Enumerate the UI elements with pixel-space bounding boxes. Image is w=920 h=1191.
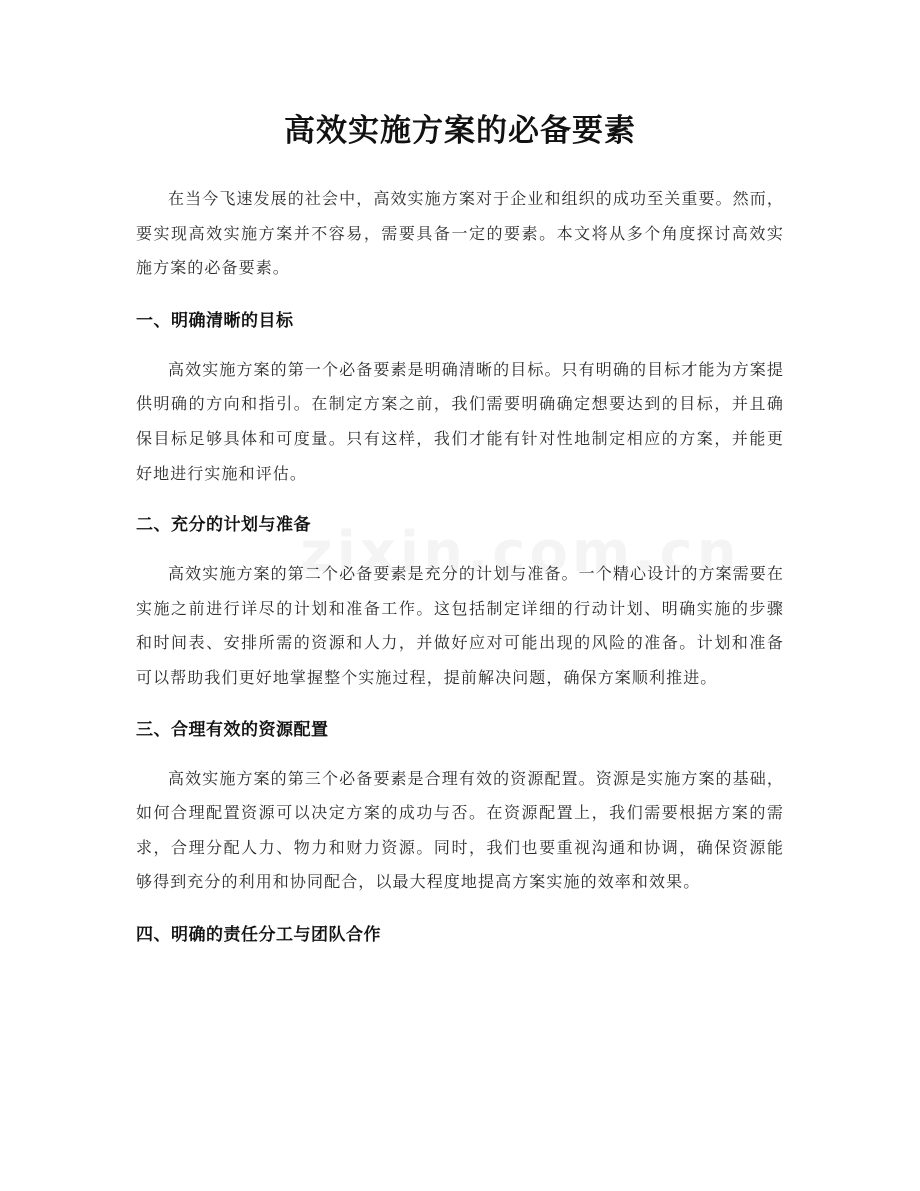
intro-paragraph: 在当今飞速发展的社会中，高效实施方案对于企业和组织的成功至关重要。然而，要实现高效实施方案并不容易，需要具备一定的要素。本文将从多个角度探讨高效实施方案的必备要素。: [136, 189, 784, 278]
section-heading-1: 一、明确清晰的目标: [136, 310, 294, 331]
section-heading-3: 三、合理有效的资源配置: [136, 719, 329, 740]
document-title: 高效实施方案的必备要素: [284, 113, 636, 149]
section-body-1: 高效实施方案的第一个必备要素是明确清晰的目标。只有明确的目标才能为方案提供明确的方向和指引。在制定方案之前，我们需要明确确定想要达到的目标，并且确保目标足够具体和可度量。只有这样，我们才能有针对性地制定相应的方案，并能更好地进行实施和评估。: [136, 359, 784, 483]
section-body-3: 高效实施方案的第三个必备要素是合理有效的资源配置。资源是实施方案的基础，如何合理配置资源可以决定方案的成功与否。在资源配置上，我们需要根据方案的需求，合理分配人力、物力和财力资源。同时，我们也要重视沟通和协调，确保资源能够得到充分的利用和协同配合，以最大程度地提高方案实施的效率和效果。: [136, 768, 784, 892]
section-heading-2: 二、充分的计划与准备: [136, 515, 311, 536]
document-content: [136, 182, 784, 948]
section-heading-4: 四、明确的责任分工与团队合作: [136, 924, 381, 945]
section-body-2: 高效实施方案的第二个必备要素是充分的计划与准备。一个精心设计的方案需要在实施之前进行详尽的计划和准备工作。这包括制定详细的行动计划、明确实施的步骤和时间表、安排所需的资源和人力，并做好应对可能出现的风险的准备。计划和准备可以帮助我们更好地掌握整个实施过程，提前解决问题，确保方案顺利推进。: [136, 564, 784, 687]
